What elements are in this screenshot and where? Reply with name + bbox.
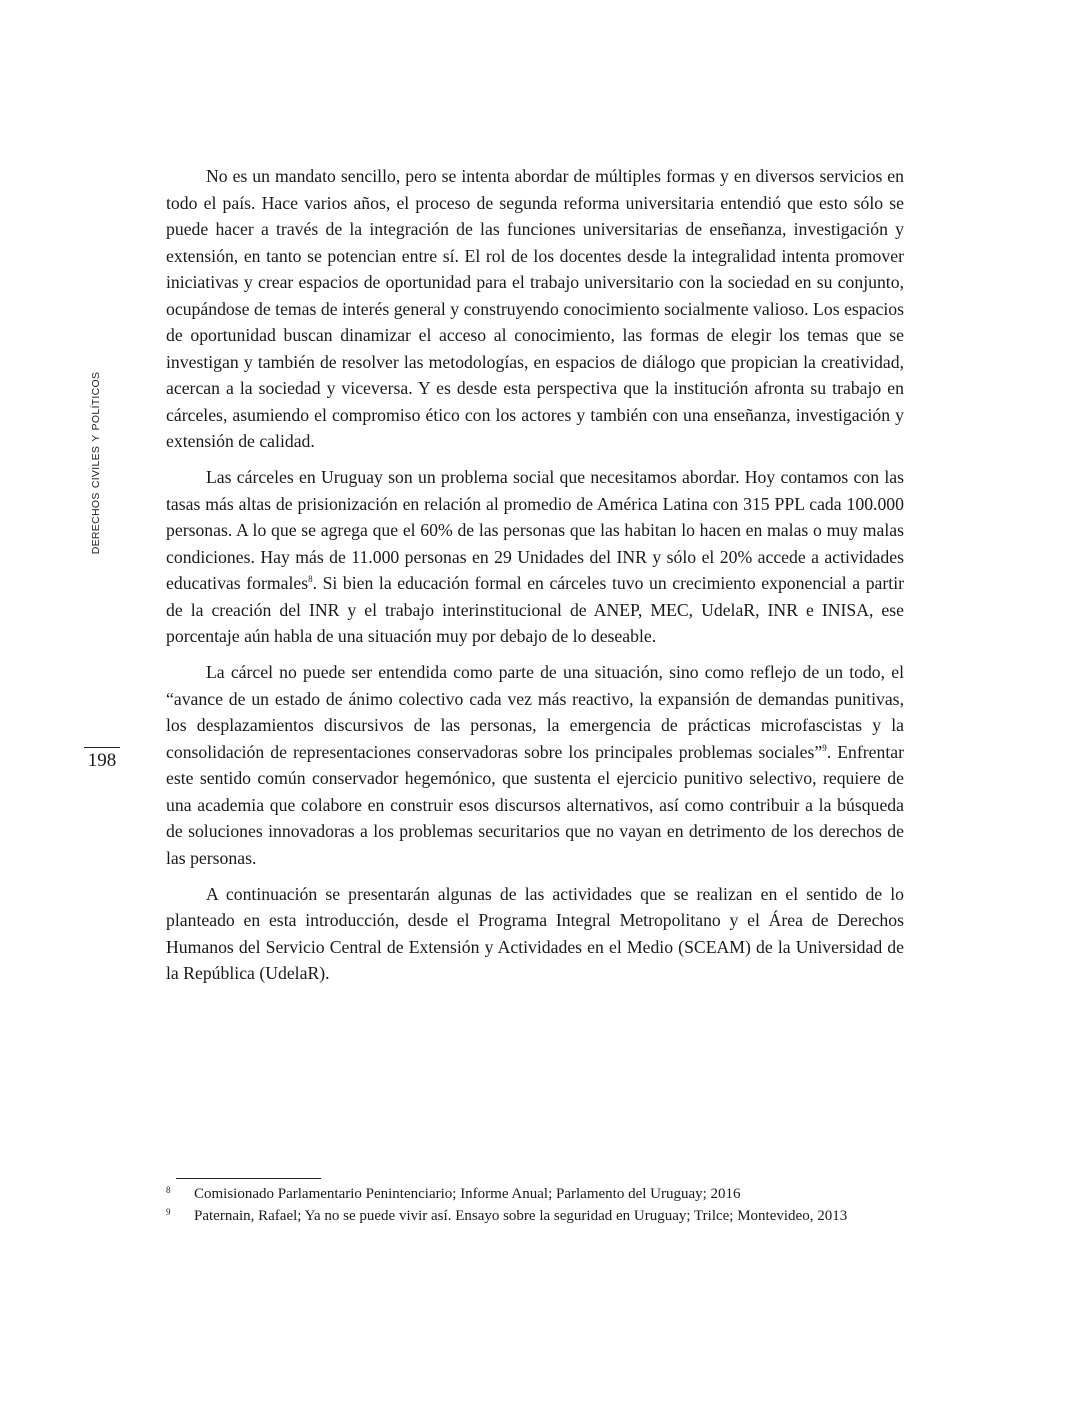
footnotes	[166, 1183, 904, 1227]
paragraph-3-text-b: . Enfrentar este sentido común conservador hegemónico, que sustenta el ejercicio punitivo selectivo, requiere de una academia que colabore en construir esos discursos alternativos, así como contribuir a la búsqueda de soluciones innovadoras a los problemas securitarios que no vayan en detrimento de los derechos de las personas.	[166, 741, 904, 868]
footnote-separator	[176, 1178, 321, 1179]
footnote-text: Comisionado Parlamentario Penintenciario; Informe Anual; Parlamento del Uruguay; 2016	[194, 1186, 741, 1202]
running-section-title: DERECHOS CIVILES Y POLÍTICOS	[90, 371, 102, 555]
page-number: 198	[87, 750, 117, 771]
footnote-mark: 9	[166, 1207, 171, 1217]
footnote-text: Paternain, Rafael; Ya no se puede vivir así. Ensayo sobre la seguridad en Uruguay; Trilce; Montevideo, 2013	[194, 1208, 848, 1224]
footnote-9	[166, 1205, 904, 1227]
page-number-rule	[84, 747, 120, 748]
paragraph-3-text-a: La cárcel no puede ser entendida como parte de una situación, sino como reflejo de un todo, el “avance de un estado de ánimo colectivo cada vez más reactivo, la expansión de demandas punitivas, los desplazamientos discursivos de las personas, la emergencia de prácticas microfascistas y la consolidación de representaciones conservadoras sobre los principales problemas sociales”	[166, 662, 904, 762]
footnote-ref-8[interactable]: 8	[308, 574, 313, 585]
paragraph-2-text-a: Las cárceles en Uruguay son un problema social que necesitamos abordar. Hoy contamos con las tasas más altas de prisionización en relación al promedio de América Latina con 315 PPL cada 100.000 personas. A lo que se agrega que el 60% de las personas que las habitan lo hacen en malas o muy malas condiciones. Hay más de 11.000 personas en 29 Unidades del INR y sólo el 20% accede a actividades educativas formales	[166, 467, 904, 593]
paragraph-4: A continuación se presentarán algunas de las actividades que se realizan en el sentido de lo planteado en esta introducción, desde el Programa Integral Metropolitano y el Área de Derechos Humanos del Servicio Central de Extensión y Actividades en el Medio (SCEAM) de la Universidad de la República (UdelaR).	[166, 883, 904, 983]
paragraph-2	[166, 464, 904, 650]
paragraph-3	[166, 659, 904, 871]
paragraph-2-text-b: . Si bien la educación formal en cárceles tuvo un crecimiento exponencial a partir de la creación del INR y el trabajo interinstitucional de ANEP, MEC, UdelaR, INR e INISA, ese porcentaje aún habla de una situación muy por debajo de lo deseable.	[166, 573, 904, 646]
footnote-ref-9[interactable]: 9	[822, 742, 827, 753]
footnote-mark: 8	[166, 1185, 171, 1195]
footnote-8	[166, 1183, 904, 1205]
paragraph-1: No es un mandato sencillo, pero se intenta abordar de múltiples formas y en diversos servicios en todo el país. Hace varios años, el proceso de segunda reforma universitaria entendió que esto sólo se puede hacer a través de la integración de las funciones universitarias de enseñanza, investigación y extensión, en tanto se potencian entre sí. El rol de los docentes desde la integralidad intenta promover iniciativas y crear espacios de oportunidad para el trabajo universitario con la sociedad en su conjunto, ocupándose de temas de interés general y construyendo conocimiento socialmente valioso. Los espacios de oportunidad buscan dinamizar el acceso al conocimiento, las formas de elegir los temas que se investigan y también de resolver las metodologías, en espacios de diálogo que propician la creatividad, acercan a la sociedad y viceversa. Y es desde esta perspectiva que la institución afronta su trabajo en cárceles, asumiendo el compromiso ético con los actores y también con una enseñanza, investigación y extensión de calidad.	[166, 166, 904, 451]
body-text	[166, 163, 904, 996]
